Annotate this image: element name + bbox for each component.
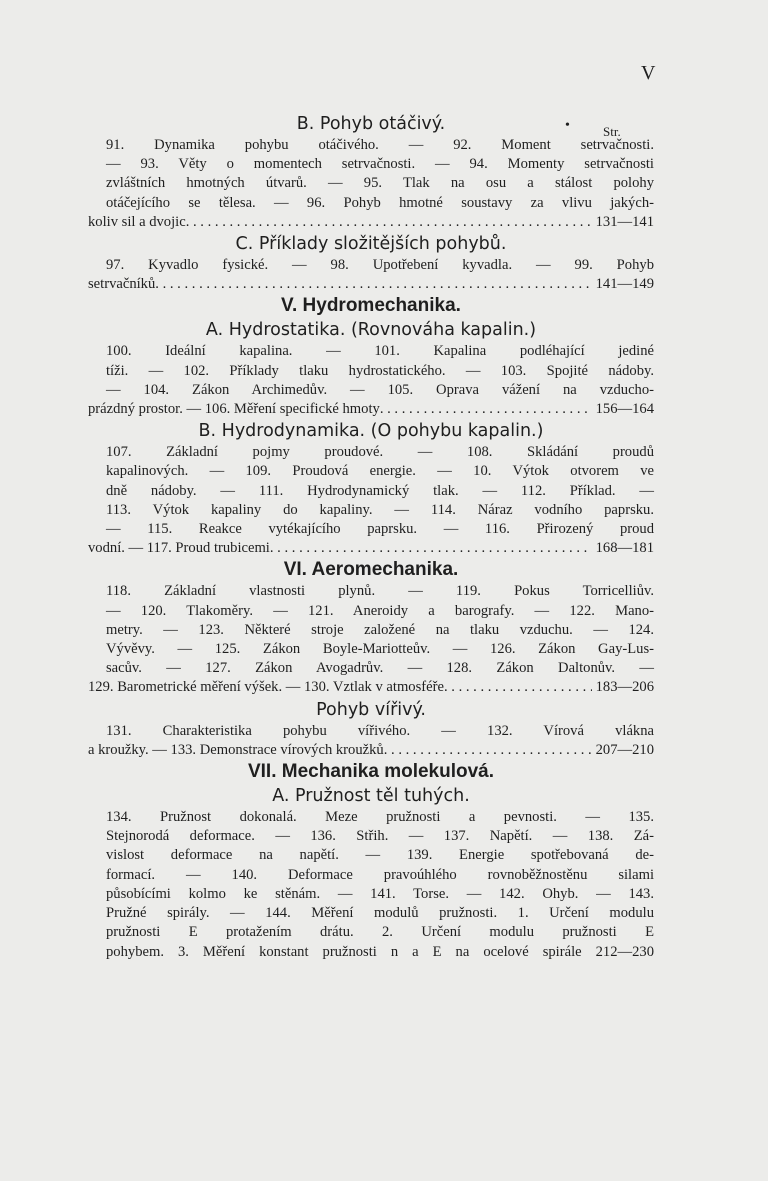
page-column-label: Str. bbox=[603, 124, 621, 139]
entry-line: 107. Základní pojmy proudové. — 108. Skládání proudů bbox=[106, 444, 654, 461]
toc-entry bbox=[88, 582, 654, 678]
entry-line: tíži. — 102. Příklady tlaku hydrostatického. — 103. Spojité nádoby. bbox=[106, 362, 654, 379]
entry-last-line bbox=[88, 741, 654, 760]
section-heading: A. Pružnost těl tuhých. bbox=[272, 786, 470, 807]
toc-entry bbox=[88, 256, 654, 275]
page-range: 207—210 bbox=[595, 741, 654, 758]
leader-dots bbox=[384, 741, 592, 760]
section-heading: A. Hydrostatika. (Rovnováha kapalin.) bbox=[205, 320, 537, 341]
chapter-heading: VI. Aeromechanika. bbox=[283, 559, 459, 581]
leader-dots bbox=[380, 400, 592, 419]
entry-line: vislost deformace na napětí. — 139. Energie spotřebovaná de- bbox=[106, 847, 654, 864]
page-range: 156—164 bbox=[595, 401, 654, 418]
entry-text: prázdný prostor. — 106. Měření specifické hmoty bbox=[88, 401, 380, 418]
entry-line: otáčejícího se tělesa. — 96. Pohyb hmotné soustavy za vlivu jakých- bbox=[106, 194, 654, 211]
entry-text: koliv sil a dvojic bbox=[88, 213, 186, 230]
entry-line: 131. Charakteristika pohybu vířivého. — 132. Vírová vlákna bbox=[106, 722, 654, 739]
entry-text: vodní. — 117. Proud trubicemi bbox=[88, 540, 270, 557]
entry-line: 134. Pružnost dokonalá. Meze pružnosti a pevnosti. — 135. bbox=[106, 809, 654, 826]
toc-entry bbox=[88, 722, 654, 741]
entry-line: Vývěvy. — 125. Zákon Boyle-Mariotteův. — 126. Zákon Gay-Lus- bbox=[106, 641, 654, 658]
entry-line: 91. Dynamika pohybu otáčivého. — 92. Moment setrvačnosti. bbox=[106, 137, 654, 153]
entry-line: — 104. Zákon Archimedův. — 105. Oprava vážení na vzducho- bbox=[106, 381, 654, 398]
entry-line: 100. Ideální kapalina. — 101. Kapalina podléhající jediné bbox=[106, 343, 654, 360]
entry-last-line bbox=[88, 678, 654, 697]
page-range: 168—181 bbox=[595, 540, 654, 557]
entry-line: 118. Základní vlastnosti plynů. — 119. Pokus Torricelliův. bbox=[106, 583, 654, 600]
entry-line: — 120. Tlakoměry. — 121. Aneroidy a barografy. — 122. Mano- bbox=[106, 602, 654, 619]
entry-line: Pružné spirály. — 144. Měření modulů pružnosti. 1. Určení modulu bbox=[106, 905, 654, 922]
entry-last-line bbox=[88, 275, 654, 294]
entry-line: sacův. — 127. Zákon Avogadrův. — 128. Zákon Daltonův. — bbox=[106, 660, 654, 677]
toc-entry bbox=[88, 342, 654, 400]
entry-line: zvláštních hmotných útvarů. — 95. Tlak na osu a stálost polohy bbox=[106, 175, 654, 192]
section-heading: B. Pohyb otáčivý. bbox=[296, 114, 446, 134]
entry-line: 97. Kyvadlo fysické. — 98. Upotřebení kyvadla. — 99. Pohyb bbox=[106, 257, 654, 274]
entry-line: Stejnorodá deformace. — 136. Střih. — 137. Napětí. — 138. Zá- bbox=[106, 828, 654, 845]
page-range: 141—149 bbox=[595, 276, 654, 293]
leader-dots bbox=[444, 678, 592, 697]
entry-line: působícími kolmo ke stěnám. — 141. Torse. — 142. Ohyb. — 143. bbox=[106, 885, 654, 902]
toc-entry bbox=[88, 443, 654, 539]
toc-entry bbox=[88, 808, 654, 962]
entry-line: 113. Výtok kapaliny do kapaliny. — 114. Náraz vodního paprsku. bbox=[106, 501, 654, 518]
entry-line: — 93. Věty o momentech setrvačnosti. — 94. Momenty setrvačnosti bbox=[106, 156, 654, 173]
entry-text: a kroužky. — 133. Demonstrace vírových kroužků bbox=[88, 741, 384, 758]
leader-dots bbox=[155, 275, 591, 294]
entry-line: metry. — 123. Některé stroje založené na tlaku vzduchu. — 124. bbox=[106, 621, 654, 638]
entry-line: — 115. Reakce vytékajícího paprsku. — 116. Přirozený proud bbox=[106, 521, 654, 538]
toc-entry bbox=[88, 136, 654, 213]
section-heading: Pohyb vířivý. bbox=[316, 699, 426, 720]
leader-dots bbox=[186, 213, 592, 232]
entry-line: dně nádoby. — 111. Hydrodynamický tlak. — 112. Příklad. — bbox=[106, 482, 654, 499]
entry-last-line bbox=[88, 400, 654, 419]
entry-text: setrvačníků bbox=[88, 276, 156, 293]
page-range: 183—206 bbox=[595, 679, 654, 696]
chapter-heading: VII. Mechanika molekulová. bbox=[247, 761, 495, 783]
entry-text: 129. Barometrické měření výšek. — 130. Vztlak v atmosféře bbox=[88, 679, 444, 696]
chapter-heading: V. Hydromechanika. bbox=[281, 295, 461, 317]
leader-dots bbox=[270, 539, 592, 558]
margin-dot: • bbox=[565, 118, 570, 133]
section-heading: C. Příklady složitějších pohybů. bbox=[235, 234, 507, 255]
entry-line: pohybem. 3. Měření konstant pružnosti n a E na ocelové spirále 212—230 bbox=[106, 943, 654, 960]
entry-line: kapalinových. — 109. Proudová energie. — 10. Výtok otvorem ve bbox=[106, 463, 654, 480]
section-heading: B. Hydrodynamika. (O pohybu kapalin.) bbox=[198, 421, 544, 442]
entry-line: formací. — 140. Deformace pravoúhlého rovnoběžnostěnu silami bbox=[106, 866, 654, 883]
entry-line: pružnosti E protažením drátu. 2. Určení modulu pružnosti E bbox=[106, 924, 654, 941]
table-of-contents bbox=[88, 112, 654, 962]
entry-last-line bbox=[88, 213, 654, 232]
page-number: V bbox=[641, 62, 657, 84]
entry-last-line bbox=[88, 539, 654, 558]
page-range: 131—141 bbox=[595, 213, 654, 230]
